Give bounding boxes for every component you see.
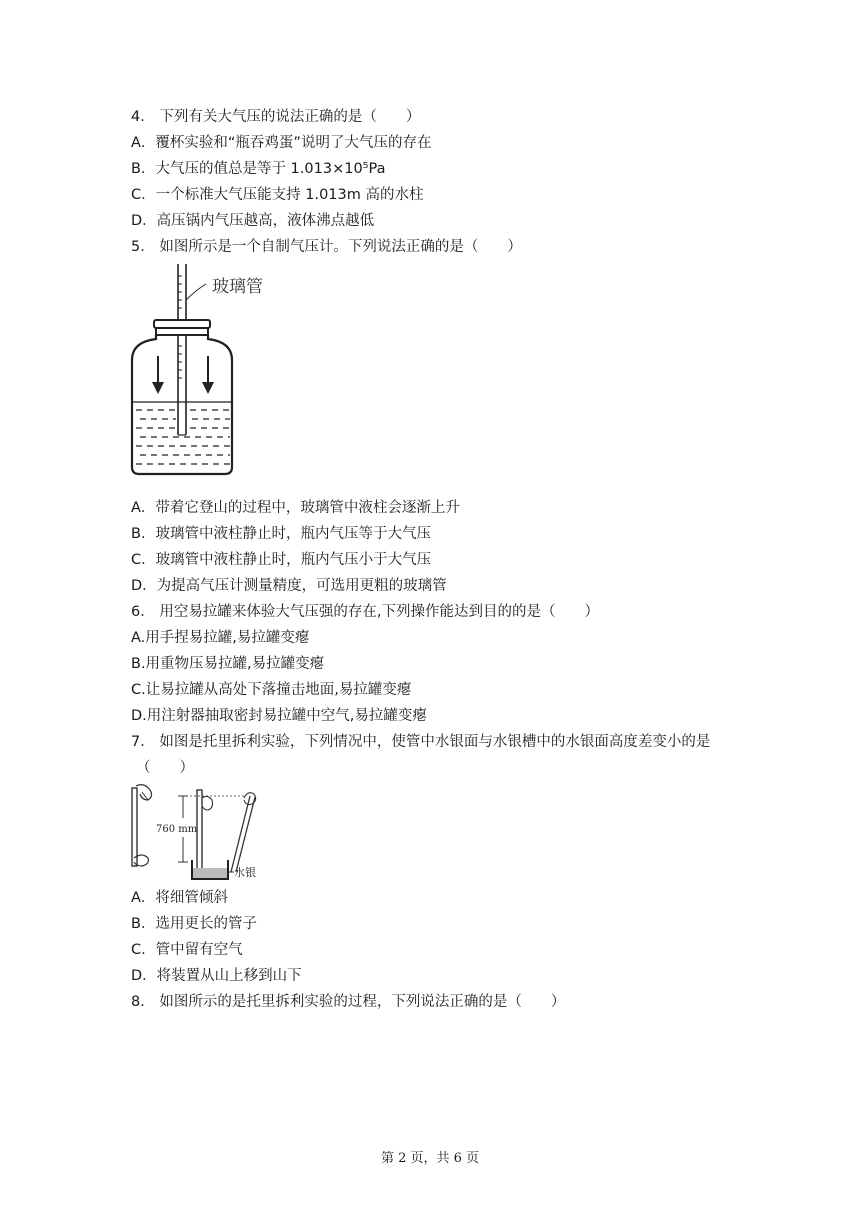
barometer-figure	[128, 262, 298, 480]
q6-stem: 6． 用空易拉罐来体验大气压强的存在,下列操作能达到目的的是（ ）	[131, 604, 599, 620]
q7-option-d: D．将装置从山上移到山下	[131, 968, 302, 984]
q4-stem: 4． 下列有关大气压的说法正确的是（ ）	[131, 109, 421, 125]
q6-option-b: B.用重物压易拉罐,易拉罐变瘪	[131, 656, 325, 672]
q5-option-c: C．玻璃管中液柱静止时，瓶内气压小于大气压	[131, 552, 432, 568]
q7-option-b: B．选用更长的管子	[131, 916, 257, 932]
q6-option-a: A.用手捏易拉罐,易拉罐变瘪	[131, 630, 310, 646]
height-label: 760 mm	[156, 824, 198, 835]
q7-stem-cont: （ ）	[136, 760, 194, 776]
q5-option-b: B．玻璃管中液柱静止时，瓶内气压等于大气压	[131, 526, 431, 542]
q7-option-a: A．将细管倾斜	[131, 890, 228, 906]
q5-option-d: D．为提高气压计测量精度，可选用更粗的玻璃管	[131, 578, 447, 594]
q4-option-c: C．一个标准大气压能支持 1.013m 高的水柱	[131, 187, 424, 203]
mercury-label: 水银	[234, 866, 256, 879]
q6-option-c: C.让易拉罐从高处下落撞击地面,易拉罐变瘪	[131, 682, 412, 698]
q8-stem: 8． 如图所示的是托里拆利实验的过程，下列说法正确的是（ ）	[131, 994, 566, 1010]
q5-option-a: A．带着它登山的过程中，玻璃管中液柱会逐渐上升	[131, 500, 460, 516]
q4-option-b: B．大气压的值总是等于 1.013×10⁵Pa	[131, 161, 386, 177]
q7-option-c: C．管中留有空气	[131, 942, 243, 958]
q5-stem: 5． 如图所示是一个自制气压计。下列说法正确的是（ ）	[131, 239, 522, 255]
glass-tube-label: 玻璃管	[212, 277, 263, 297]
q4-option-a: A．覆杯实验和“瓶吞鸡蛋”说明了大气压的存在	[131, 135, 432, 151]
q7-stem: 7． 如图是托里拆利实验，下列情况中，使管中水银面与水银槽中的水银面高度差变小的是	[131, 734, 711, 750]
torricelli-figure	[128, 782, 268, 884]
page-footer: 第 2 页，共 6 页	[380, 1151, 480, 1166]
q6-option-d: D.用注射器抽取密封易拉罐中空气,易拉罐变瘪	[131, 708, 427, 724]
q4-option-d: D．高压锅内气压越高，液体沸点越低	[131, 213, 375, 229]
